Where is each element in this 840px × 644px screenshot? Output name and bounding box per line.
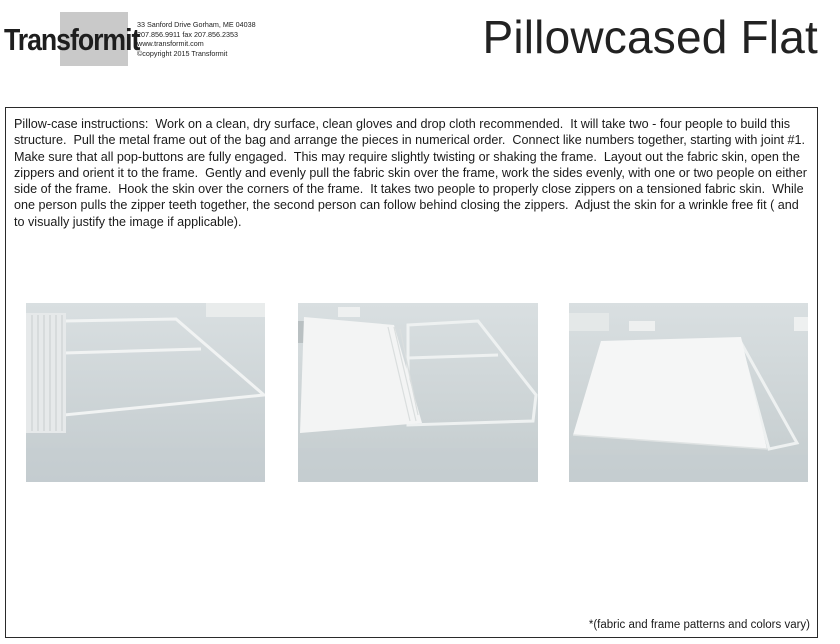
instructions-text: Pillow-case instructions: Work on a clean, dry surface, clean gloves and drop cloth recommended. It will take two - four people to build this structure. Pull the metal frame out of the bag and arrange the pieces in numerical order. Connect like numbers together, starting with joint #1. Make sure that all pop-buttons are fully engaged. This may require slightly twisting or shaking the frame. Layout out the fabric skin, open the zippers and orient it to the frame. Gently and evenly pull the fabric skin over the frame, work the sides evenly, with one or two people on either side of the frame. Hook the skin over the corners of the frame. It takes two people to properly close zippers on a tensioned fabric skin. While one person pulls the zipper teeth together, the second person can follow behind closing the zippers. Adjust the skin for a wrinkle free fit ( and to visually justify the image if applicable). <box>14 117 813 229</box>
contact-address: 33 Sanford Drive Gorham, ME 04038 <box>137 20 256 29</box>
logo-wordmark: Transformit <box>4 22 140 57</box>
step-photo-finished-flat <box>569 303 808 482</box>
footnote: *(fabric and frame patterns and colors vary) <box>588 619 810 631</box>
contact-phone: 207.856.9911 fax 207.856.2353 <box>137 29 238 39</box>
contact-info <box>137 20 256 58</box>
page-title: Pillowcased Flat <box>482 11 818 63</box>
step-photo-frame-layout <box>26 303 265 482</box>
instructions-panel <box>5 107 818 638</box>
step-photo-fabric-pull <box>298 303 538 482</box>
contact-website: www.transformit.com <box>137 39 204 49</box>
contact-copyright: ©copyright 2015 Transformit <box>137 48 228 58</box>
